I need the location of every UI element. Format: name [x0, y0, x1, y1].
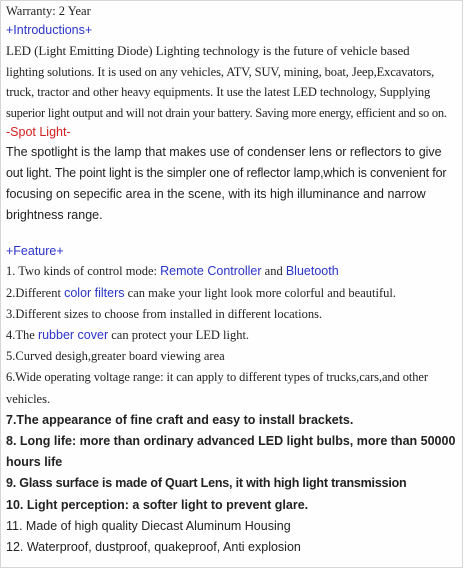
feature-text: 4.The: [6, 327, 38, 342]
introductions-heading: +Introductions+: [6, 23, 93, 37]
remote-controller-link[interactable]: Remote Controller: [160, 264, 262, 279]
feature-heading: +Feature+: [6, 244, 64, 259]
feature-item-12: 12. Waterproof, dustproof, quakeproof, Anti explosion: [6, 540, 301, 555]
introductions-body: [6, 41, 458, 123]
feature-text: 8. Long life: more than ordinary advanced LED light bulbs, more than 50000: [6, 434, 456, 448]
rubber-cover-link[interactable]: rubber cover: [37, 327, 109, 342]
intro-line: LED (Light Emitting Diode) Lighting technology is the future of vehicle based: [6, 43, 410, 58]
feature-item-1: [6, 261, 458, 282]
feature-list: [6, 261, 458, 558]
feature-text: 1. Two kinds of control mode:: [6, 264, 161, 279]
feature-item-6: [6, 367, 458, 409]
spot-line: The spotlight is the lamp that makes use of condenser lens or reflectors to give: [6, 145, 442, 160]
spot-light-body: [6, 142, 458, 226]
feature-item-5: 5.Curved desigh,greater board viewing area: [6, 349, 225, 364]
spot-line: focusing on sepecific area in the scene, with its high illuminance and narrow: [6, 187, 426, 202]
feature-item-9: 9. Glass surface is made of Quart Lens, it with high light transmission: [6, 476, 407, 491]
intro-line: truck, tractor and other heavy equipments. It use the latest LED technology, Supplying: [6, 85, 431, 100]
feature-item-7: 7.The appearance of fine craft and easy to install brackets.: [6, 412, 354, 427]
spot-light-heading: -Spot Light-: [6, 125, 71, 140]
bluetooth-link[interactable]: Bluetooth: [285, 264, 339, 279]
feature-item-2: [6, 283, 458, 304]
feature-text: hours life: [6, 455, 63, 470]
spot-line: brightness range.: [6, 208, 103, 223]
feature-text: can protect your LED light.: [108, 327, 250, 342]
feature-text: can make your light look more colorful and beautiful.: [124, 285, 396, 300]
feature-text: 2.Different: [6, 285, 65, 300]
feature-text: vehicles.: [6, 391, 51, 406]
warranty-text: Warranty: 2 Year: [6, 4, 91, 18]
feature-item-10: 10. Light perception: a softer light to prevent glare.: [6, 497, 309, 512]
color-filters-link[interactable]: color filters: [64, 285, 125, 300]
spot-line: out light. The point light is the simpler one of reflector lamp,which is convenient for: [6, 166, 447, 181]
feature-item-4: [6, 325, 458, 346]
feature-item-8: [6, 431, 458, 473]
feature-item-3: 3.Different sizes to choose from installed in different locations.: [6, 306, 323, 321]
spacer: [6, 226, 458, 241]
intro-line: superior light output and will not drain your battery. Saving more energy, efficient and so on.: [6, 105, 447, 120]
feature-text: 6.Wide operating voltage range: it can apply to different types of trucks,cars,and other: [6, 370, 428, 385]
feature-item-11: 11. Made of high quality Diecast Aluminum Housing: [6, 518, 291, 533]
intro-line: lighting solutions. It is used on any vehicles, ATV, SUV, mining, boat, Jeep,Excavators,: [6, 64, 435, 79]
feature-text: and: [261, 264, 286, 279]
